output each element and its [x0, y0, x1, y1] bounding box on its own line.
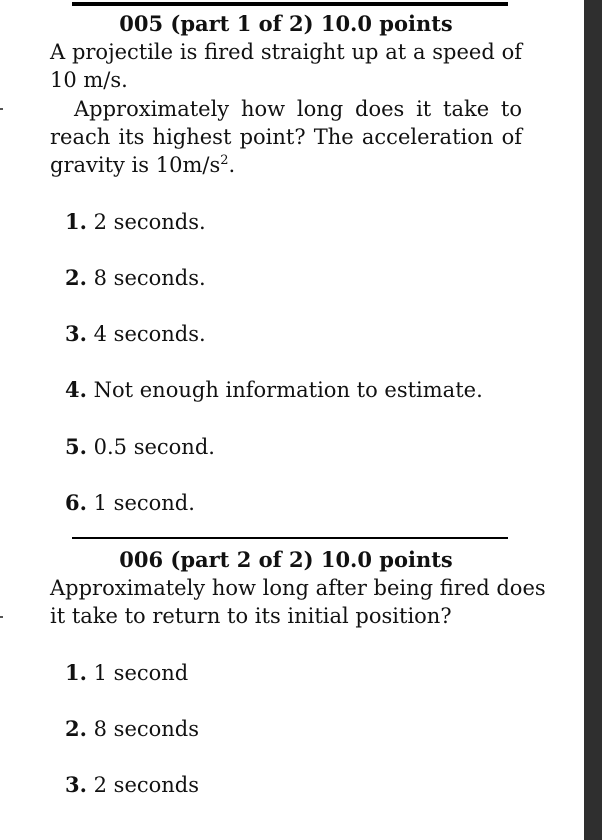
- choice-text: 8 seconds: [93, 717, 200, 741]
- prompt-text: gravity is 10m/s: [50, 153, 221, 177]
- q2-choice-3[interactable]: [65, 772, 199, 798]
- prompt-line: [50, 151, 522, 179]
- viewer-right-edge: [584, 0, 602, 840]
- q1-choice-4[interactable]: [65, 377, 483, 403]
- margin-mark: [0, 616, 3, 618]
- prompt-line: reach its highest point? The acceleration of: [50, 125, 522, 149]
- choice-number: 3.: [65, 772, 87, 797]
- exponent: 2: [220, 153, 229, 168]
- q1-choice-1[interactable]: [65, 209, 206, 235]
- choice-number: 5.: [65, 434, 87, 459]
- q1-choice-2[interactable]: [65, 265, 206, 291]
- choice-text: Not enough information to estimate.: [93, 378, 483, 402]
- choice-number: 2.: [65, 716, 87, 741]
- prompt-line: Approximately how long after being fired does: [50, 576, 546, 600]
- question-005-header: 005 (part 1 of 2) 10.0 points: [119, 11, 453, 36]
- intro-line: 10 m/s.: [50, 68, 128, 92]
- prompt-period: .: [228, 153, 236, 177]
- q2-choice-2[interactable]: [65, 716, 199, 742]
- question-005-prompt: [50, 95, 522, 179]
- q1-choice-3[interactable]: [65, 321, 206, 347]
- prompt-line: Approximately how long does it take to: [74, 97, 522, 121]
- top-rule: [72, 2, 508, 6]
- choice-number: 1.: [65, 209, 87, 234]
- question-006-header: 006 (part 2 of 2) 10.0 points: [119, 547, 453, 572]
- q2-choice-1[interactable]: [65, 660, 188, 686]
- choice-number: 3.: [65, 321, 87, 346]
- choice-text: 1 second.: [93, 491, 195, 515]
- choice-text: 2 seconds.: [93, 210, 206, 234]
- prompt-line: it take to return to its initial position?: [50, 604, 452, 628]
- margin-mark: [0, 108, 3, 110]
- section-rule: [72, 537, 508, 539]
- choice-number: 6.: [65, 490, 87, 515]
- q1-choice-6[interactable]: [65, 490, 195, 516]
- choice-text: 1 second: [93, 661, 189, 685]
- choice-text: 4 seconds.: [93, 322, 206, 346]
- choice-number: 2.: [65, 265, 87, 290]
- choice-text: 0.5 second.: [93, 435, 215, 459]
- choice-number: 1.: [65, 660, 87, 685]
- choice-text: 2 seconds: [93, 773, 200, 797]
- q1-choice-5[interactable]: [65, 434, 215, 460]
- choice-text: 8 seconds.: [93, 266, 206, 290]
- question-005-intro: [50, 38, 522, 94]
- choice-number: 4.: [65, 377, 87, 402]
- question-006-prompt: [50, 574, 546, 630]
- intro-line: A projectile is fired straight up at a speed of: [50, 40, 522, 64]
